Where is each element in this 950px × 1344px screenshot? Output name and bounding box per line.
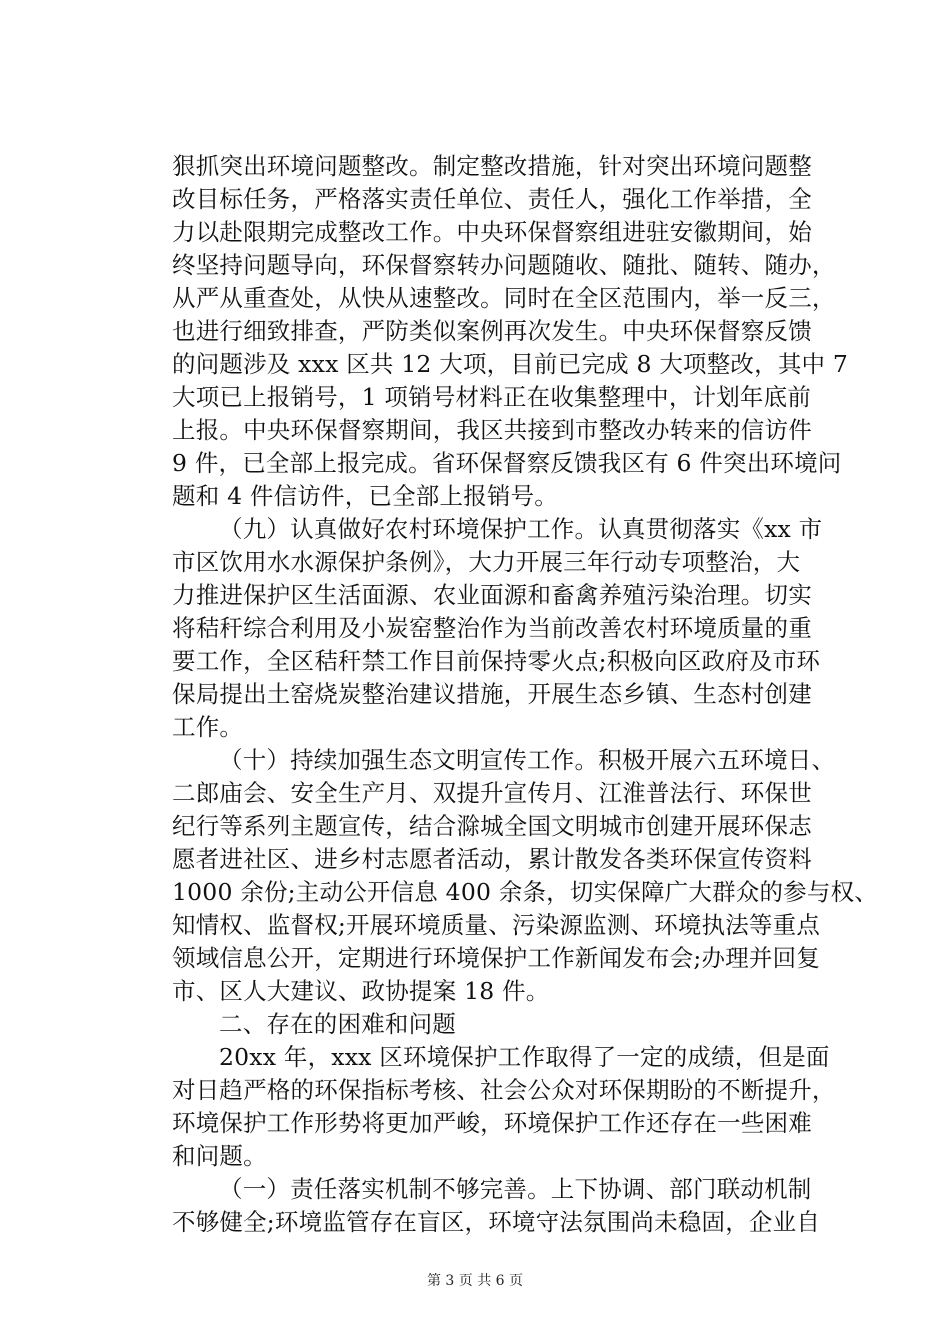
page-footer: 第 3 页 共 6 页 xyxy=(426,1273,524,1289)
text-line: 环境保护工作形势将更加严峻，环境保护工作还存在一些困难 xyxy=(172,1109,812,1137)
text-line: 市区饮用水水源保护条例》，大力开展三年行动专项整治，大 xyxy=(172,548,801,576)
text-line: 工作。 xyxy=(172,713,244,741)
text-line: 题和 4 件信访件，已全部上报销号。 xyxy=(172,482,558,510)
text-line: 二、存在的困难和问题 xyxy=(219,1010,456,1038)
text-line: 领域信息公开，定期进行环境保护工作新闻发布会;办理并回复 xyxy=(172,944,821,972)
text-line: 上报。中央环保督察期间，我区共接到市整改办转来的信访件 xyxy=(172,416,812,444)
text-line: 20xx 年，xxx 区环境保护工作取得了一定的成绩，但是面 xyxy=(219,1043,830,1071)
text-line: 狠抓突出环境问题整改。制定整改措施，针对突出环境问题整 xyxy=(172,152,812,180)
text-line: 力推进保护区生活面源、农业面源和畜禽养殖污染治理。切实 xyxy=(172,581,812,609)
text-line: 从严从重查处，从快从速整改。同时在全区范围内，举一反三， xyxy=(172,284,836,312)
text-line: 也进行细致排查，严防类似案例再次发生。中央环保督察反馈 xyxy=(172,317,812,345)
text-line: （一）责任落实机制不够完善。上下协调、部门联动机制 xyxy=(219,1175,812,1203)
text-line: 对日趋严格的环保指标考核、社会公众对环保期盼的不断提升， xyxy=(172,1076,836,1104)
text-line: 9 件，已全部上报完成。省环保督察反馈我区有 6 件突出环境问 xyxy=(172,449,842,477)
text-line: 市、区人大建议、政协提案 18 件。 xyxy=(172,977,550,1005)
text-line: （九）认真做好农村环境保护工作。认真贯彻落实《xx 市 xyxy=(219,515,823,543)
text-line: 力以赴限期完成整改工作。中央环保督察组进驻安徽期间，始 xyxy=(172,218,812,246)
text-line: 愿者进社区、进乡村志愿者活动，累计散发各类环保宣传资料 xyxy=(172,845,812,873)
text-line: 改目标任务，严格落实责任单位、责任人，强化工作举措，全 xyxy=(172,185,812,213)
text-line: 保局提出土窑烧炭整治建议措施，开展生态乡镇、生态村创建 xyxy=(172,680,812,708)
text-line: （十）持续加强生态文明宣传工作。积极开展六五环境日、 xyxy=(219,746,836,774)
document-body xyxy=(172,150,878,1239)
text-line: 二郎庙会、安全生产月、双提升宣传月、江淮普法行、环保世 xyxy=(172,779,812,807)
text-line: 不够健全;环境监管存在盲区，环境守法氛围尚未稳固，企业自 xyxy=(172,1208,821,1236)
text-line: 知情权、监督权;开展环境质量、污染源监测、环境执法等重点 xyxy=(172,911,821,939)
text-line: 将秸秆综合利用及小炭窑整治作为当前改善农村环境质量的重 xyxy=(172,614,812,642)
text-line: 要工作，全区秸秆禁工作目前保持零火点;积极向区政府及市环 xyxy=(172,647,821,675)
text-line: 的问题涉及 xxx 区共 12 大项，目前已完成 8 大项整改，其中 7 xyxy=(172,350,849,378)
text-line: 和问题。 xyxy=(172,1142,267,1170)
text-line: 终坚持问题导向，环保督察转办问题随收、随批、随转、随办， xyxy=(172,251,836,279)
text-line: 1000 余份;主动公开信息 400 余条，切实保障广大群众的参与权、 xyxy=(172,878,878,906)
text-line: 纪行等系列主题宣传，结合滁城全国文明城市创建开展环保志 xyxy=(172,812,812,840)
text-line: 大项已上报销号，1 项销号材料正在收集整理中，计划年底前 xyxy=(172,383,812,411)
